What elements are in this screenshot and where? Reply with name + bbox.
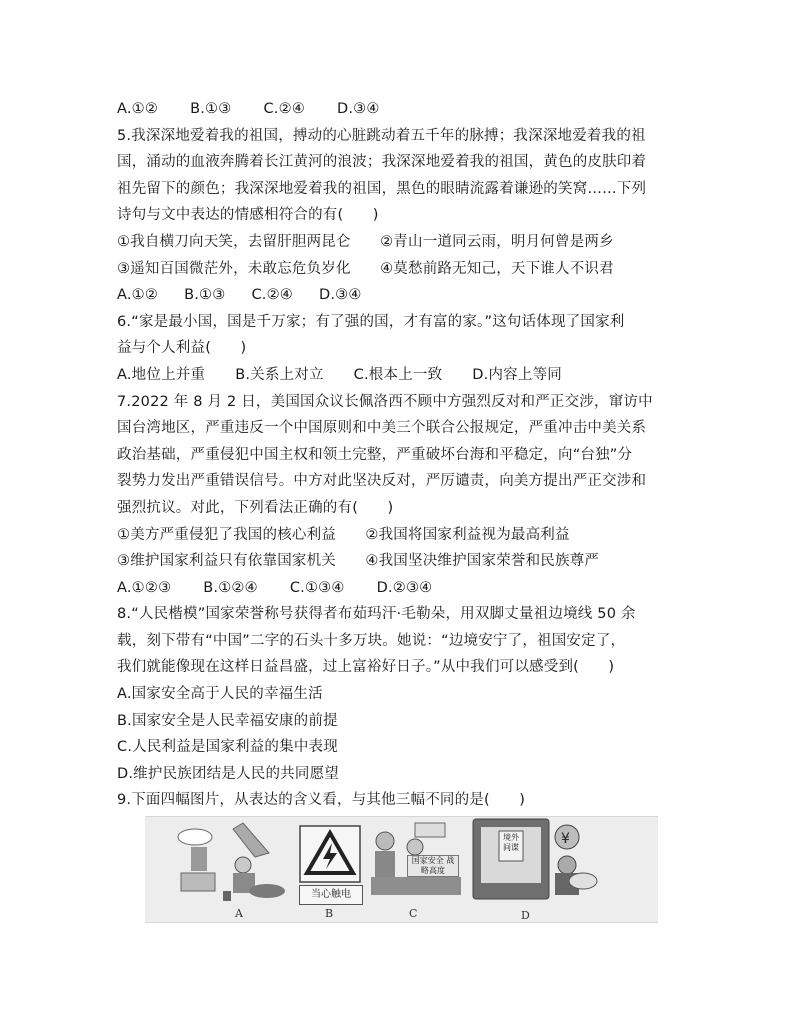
option-b[interactable]: B.①③	[184, 287, 226, 304]
question-9-text: 9.下面四幅图片，从表达的含义看，与其他三幅不同的是( )	[117, 792, 526, 809]
option-a[interactable]: A.国家安全高于人民的幸福生活	[117, 686, 323, 703]
question-text: 裂势力发出严重错误信号。中方对此坚决反对，严厉谴责，向美方提出严正交涉和	[117, 473, 647, 490]
statement-line: ①美方严重侵犯了我国的核心利益 ②我国将国家利益视为最高利益	[117, 526, 570, 543]
exam-page	[117, 96, 692, 814]
statement-line: ③遥知百国微茫外，未敢忘危负岁化 ④莫愁前路无知己，天下谁人不识君	[117, 260, 614, 277]
option-c[interactable]: C.人民利益是国家利益的集中表现	[117, 739, 338, 756]
option-d[interactable]: D.维护民族团结是人民的共同愿望	[117, 765, 339, 782]
option-c[interactable]: C.②④	[263, 101, 305, 117]
question-text: 5.我深深地爱着我的祖国，搏动的心脏跳动着五千年的脉搏；我深深地爱着我的祖	[117, 127, 646, 144]
picture-a-label: A	[235, 907, 243, 920]
question-text: 诗句与文中表达的情感相符合的有( )	[117, 207, 379, 224]
question-text: 7.2022 年 8 月 2 日，美国国众议长佩洛西不顾中方强烈反对和严正交涉，窜访中	[117, 393, 653, 410]
statement-line: ③维护国家利益只有依靠国家机关 ④我国坚决维护国家荣誉和民族尊严	[117, 553, 600, 570]
picture-d-caption: 境外 间谍	[503, 833, 519, 852]
option-b[interactable]: B.①②④	[203, 579, 258, 596]
option-b[interactable]: B.国家安全是人民幸福安康的前提	[117, 712, 338, 729]
option-d[interactable]: D.内容上等同	[472, 366, 562, 383]
option-d[interactable]: D.③④	[318, 287, 362, 304]
q4-options	[117, 96, 692, 123]
option-a[interactable]: A.①②	[117, 101, 159, 117]
question-text: 8.“人民楷模”国家荣誉称号获得者布茹玛汗·毛勒朵，用双脚丈量祖边境线 50 余	[117, 606, 636, 623]
svg-text:¥: ¥	[561, 831, 570, 847]
q7-options	[117, 575, 692, 602]
question-text: 国台湾地区，严重违反一个中国原则和中美三个联合公报规定，严重冲击中美关系	[117, 420, 647, 437]
question-8	[117, 601, 692, 787]
question-text: 6.“家是最小国，国是千万家；有了强的国，才有富的家。”这句话体现了国家利	[117, 313, 625, 330]
statement-line: ①我自横刀向天笑，去留肝胆两昆仑 ②青山一道同云雨，明月何曾是两乡	[117, 233, 614, 250]
picture-b-label: B	[325, 907, 334, 920]
picture-a[interactable]	[173, 817, 293, 920]
spy-computer-cartoon-icon	[471, 817, 601, 905]
question-5	[117, 123, 692, 309]
picture-d-label: D	[521, 909, 530, 922]
question-text: 益与个人利益( )	[117, 340, 247, 357]
question-text: 祖先留下的颜色；我深深地爱着我的祖国，黑色的眼睛流露着谦逊的笑窝……下列	[117, 180, 647, 197]
option-a[interactable]: A.①②	[117, 287, 159, 304]
picture-d[interactable]	[471, 817, 601, 921]
picture-c-caption: 国家安全 战略高度	[407, 855, 459, 877]
question-text: 国，涌动的血液奔腾着长江黄河的浪波；我深深地爱着我的祖国，黄色的皮肤印着	[117, 154, 647, 171]
picture-c[interactable]	[367, 817, 465, 920]
option-c[interactable]: C.②④	[251, 287, 293, 304]
option-d[interactable]: D.②③④	[376, 579, 433, 596]
picture-b-caption: 当心触电	[299, 885, 363, 905]
question-text: 强烈抗议。对此，下列看法正确的有( )	[117, 499, 394, 516]
question-7	[117, 389, 692, 602]
question-text: 我们就能像现在这样日益昌盛，过上富裕好日子。”从中我们可以感受到( )	[117, 659, 615, 676]
option-c[interactable]: C.根本上一致	[353, 366, 443, 383]
high-voltage-warning-icon	[299, 825, 361, 883]
option-c[interactable]: C.①③④	[289, 579, 345, 596]
question-text: 载，刻下带有“中国”二字的石头十多万块。她说：“边境安宁了，祖国安定了，	[117, 632, 626, 649]
question-6	[117, 309, 692, 389]
cartoon-illustration-icon	[173, 817, 293, 905]
option-b[interactable]: B.关系上对立	[235, 366, 324, 383]
q6-options	[117, 362, 692, 389]
q9-picture-strip	[145, 816, 658, 923]
question-text: 政治基础，严重侵犯中国主权和领土完整，严重破坏台海和平稳定，向“台独”分	[117, 446, 633, 463]
option-a[interactable]: A.地位上并重	[117, 366, 206, 383]
option-b[interactable]: B.①③	[190, 101, 232, 117]
q5-options	[117, 282, 692, 309]
picture-b[interactable]	[299, 817, 361, 920]
picture-c-label: C	[409, 907, 418, 920]
option-a[interactable]: A.①②③	[117, 579, 172, 596]
option-d[interactable]: D.③④	[336, 101, 380, 117]
